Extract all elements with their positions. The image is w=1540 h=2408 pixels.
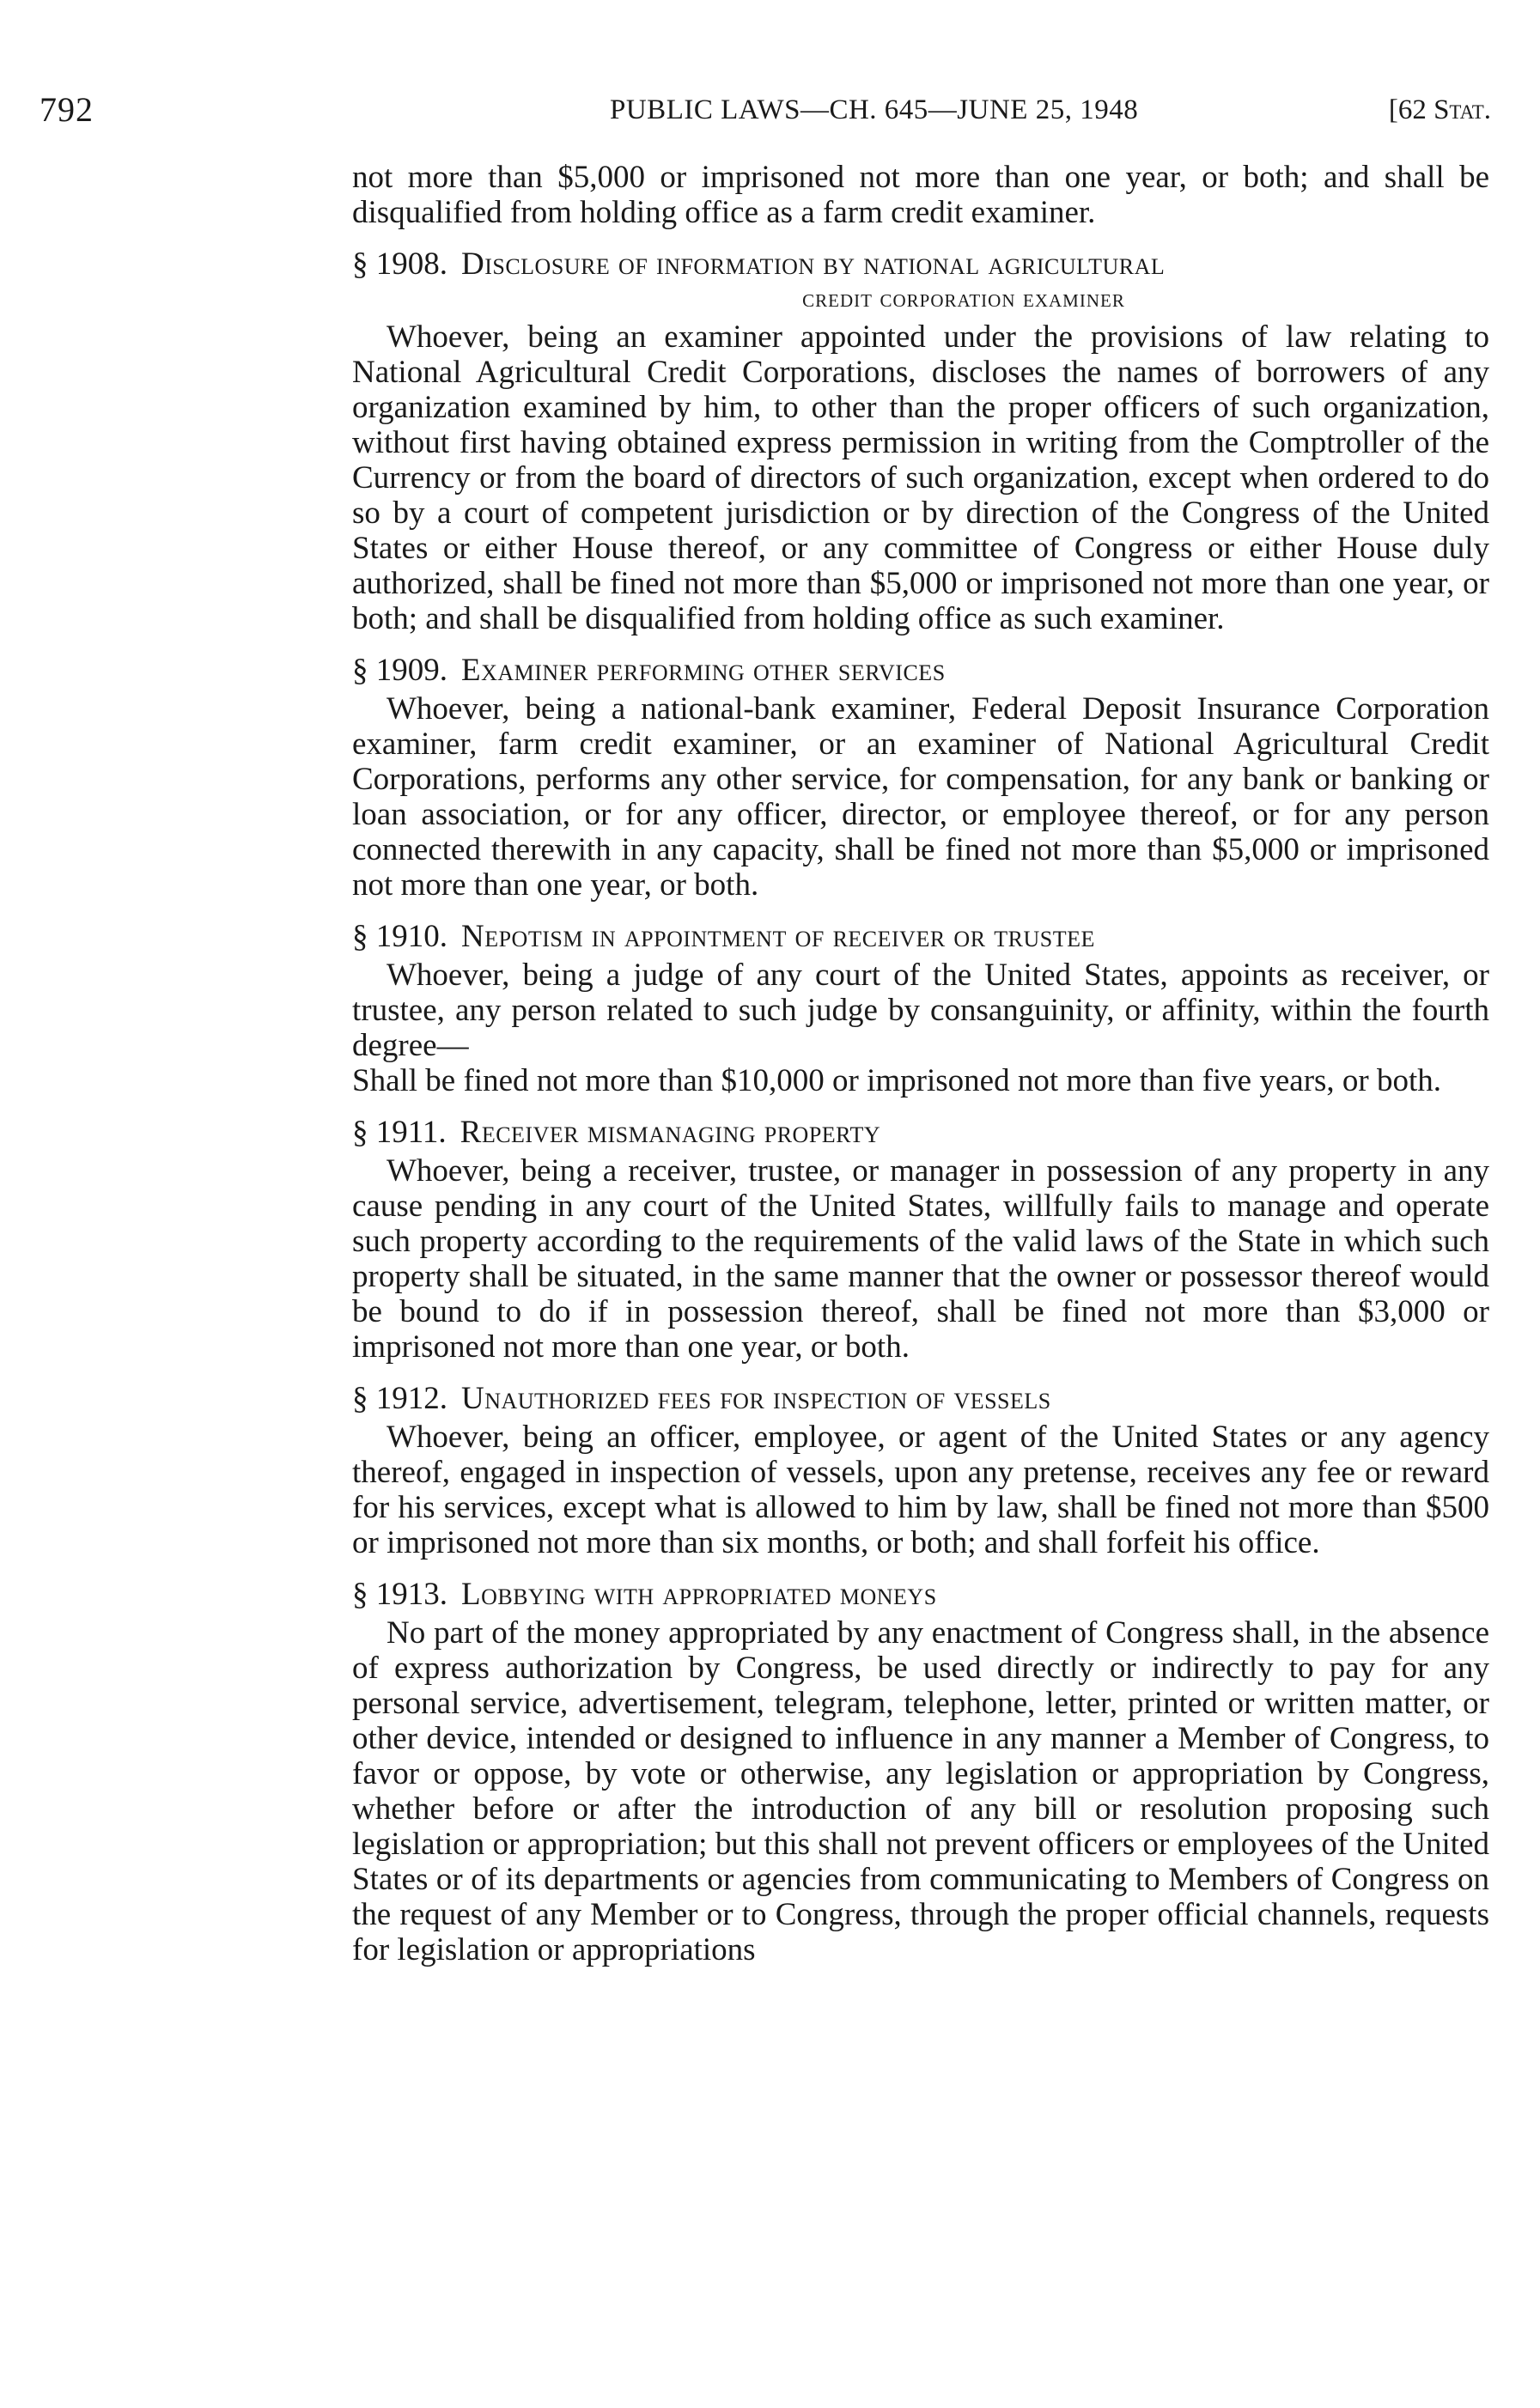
section-paragraph: Whoever, being an officer, employee, or agent of the United States or any agency thereof, engaged in inspection of vessels, upon any pretense, receives any fee or reward for his services, except what is allowed to him by law, shall be fined not more than $500 or imprisoned not more than six months, or both; and shall forfeit his office. bbox=[352, 1420, 1489, 1560]
page-number: 792 bbox=[40, 90, 94, 129]
section-caption: Unauthorized fees for inspection of vessels bbox=[461, 1381, 1051, 1416]
section-number: § 1912. bbox=[352, 1381, 447, 1416]
section-number: § 1913. bbox=[352, 1577, 447, 1612]
section-caption: Receiver mismanaging property bbox=[460, 1115, 881, 1150]
section-caption: Examiner performing other services bbox=[461, 653, 946, 688]
body-text bbox=[352, 160, 1489, 1967]
section-1909 bbox=[352, 654, 1489, 903]
section-paragraph: Whoever, being an examiner appointed under the provisions of law relating to National Agricultural Credit Corporations, discloses the names of borrowers of any organization examined by him, to other than the proper officers of such organization, without first having obtained express permission in writing from the Comptroller of the Currency or from the board of directors of such organization, except when ordered to do so by a court of competent jurisdiction or by direction of the Congress of the United States or either House thereof, or any committee of Congress or either House duly authorized, shall be fined not more than $5,000 or imprisoned not more than one year, or both; and shall be disqualified from holding office as such examiner. bbox=[352, 319, 1489, 636]
section-paragraph: No part of the money appropriated by any enactment of Congress shall, in the absence of express authorization by Congress, be used directly or indirectly to pay for any personal service, advertisement, telegram, telephone, letter, printed or written matter, or other device, intended or designed to influence in any manner a Member of Congress, to favor or oppose, by vote or otherwise, any legislation or appropriation by Congress, whether before or after the introduction of any bill or resolution proposing such legislation or appropriation; but this shall not prevent officers or employees of the United States or of its departments or agencies from communicating to Members of Congress on the request of any Member or to Congress, through the proper official channels, requests for legislation or appropriations bbox=[352, 1615, 1489, 1967]
volume-reference bbox=[1389, 94, 1491, 126]
page-header bbox=[40, 89, 1491, 132]
section-number: § 1908. bbox=[352, 246, 447, 282]
section-number: § 1911. bbox=[352, 1115, 447, 1150]
section-heading bbox=[352, 1382, 1489, 1416]
section-caption: Lobbying with appropriated moneys bbox=[461, 1577, 937, 1612]
section-paragraph: Whoever, being a receiver, trustee, or manager in possession of any property in any cause pending in any court of the United States, willfully fails to manage and operate such property according to the requirements of the valid laws of the State in which such property shall be situated, in the same manner that the owner or possessor thereof would be bound to do if in possession thereof, shall be fined not more than $3,000 or imprisoned not more than one year, or both. bbox=[352, 1153, 1489, 1365]
section-heading bbox=[352, 920, 1489, 954]
continuation-paragraph: not more than $5,000 or imprisoned not more than one year, or both; and shall be disqualified from holding office as a farm credit examiner. bbox=[352, 160, 1489, 230]
section-1913 bbox=[352, 1578, 1489, 1967]
section-paragraph: Whoever, being a national-bank examiner, Federal Deposit Insurance Corporation examiner, farm credit examiner, or an examiner of National Agricultural Credit Corporations, performs any other service, for compensation, for any bank or banking or loan association, or for any officer, director, or employee thereof, or for any person connected therewith in any capacity, shall be fined not more than $5,000 or imprisoned not more than one year, or both. bbox=[352, 691, 1489, 903]
section-caption: Disclosure of information by national agricultural bbox=[461, 246, 1166, 282]
section-number: § 1909. bbox=[352, 653, 447, 688]
section-1910 bbox=[352, 920, 1489, 1098]
section-caption-continued: credit corporation examiner bbox=[802, 284, 1125, 313]
penalty-paragraph: Shall be fined not more than $10,000 or imprisoned not more than five years, or both. bbox=[352, 1063, 1442, 1098]
running-title: PUBLIC LAWS—CH. 645—JUNE 25, 1948 bbox=[610, 94, 1139, 125]
section-1911 bbox=[352, 1116, 1489, 1365]
volume-ref-prefix: [62 bbox=[1388, 94, 1434, 125]
section-number: § 1910. bbox=[352, 919, 447, 954]
section-heading bbox=[352, 654, 1489, 688]
volume-ref-stat: Stat. bbox=[1433, 94, 1491, 125]
section-heading bbox=[352, 1578, 1489, 1612]
section-1912 bbox=[352, 1382, 1489, 1560]
section-heading bbox=[352, 247, 1489, 316]
section-caption: Nepotism in appointment of receiver or trustee bbox=[461, 919, 1095, 954]
section-1908 bbox=[352, 247, 1489, 636]
section-paragraph: Whoever, being a judge of any court of the United States, appoints as receiver, or trustee, any person related to such judge by consanguinity, or affinity, within the fourth degree— bbox=[352, 958, 1489, 1063]
section-heading bbox=[352, 1116, 1489, 1150]
